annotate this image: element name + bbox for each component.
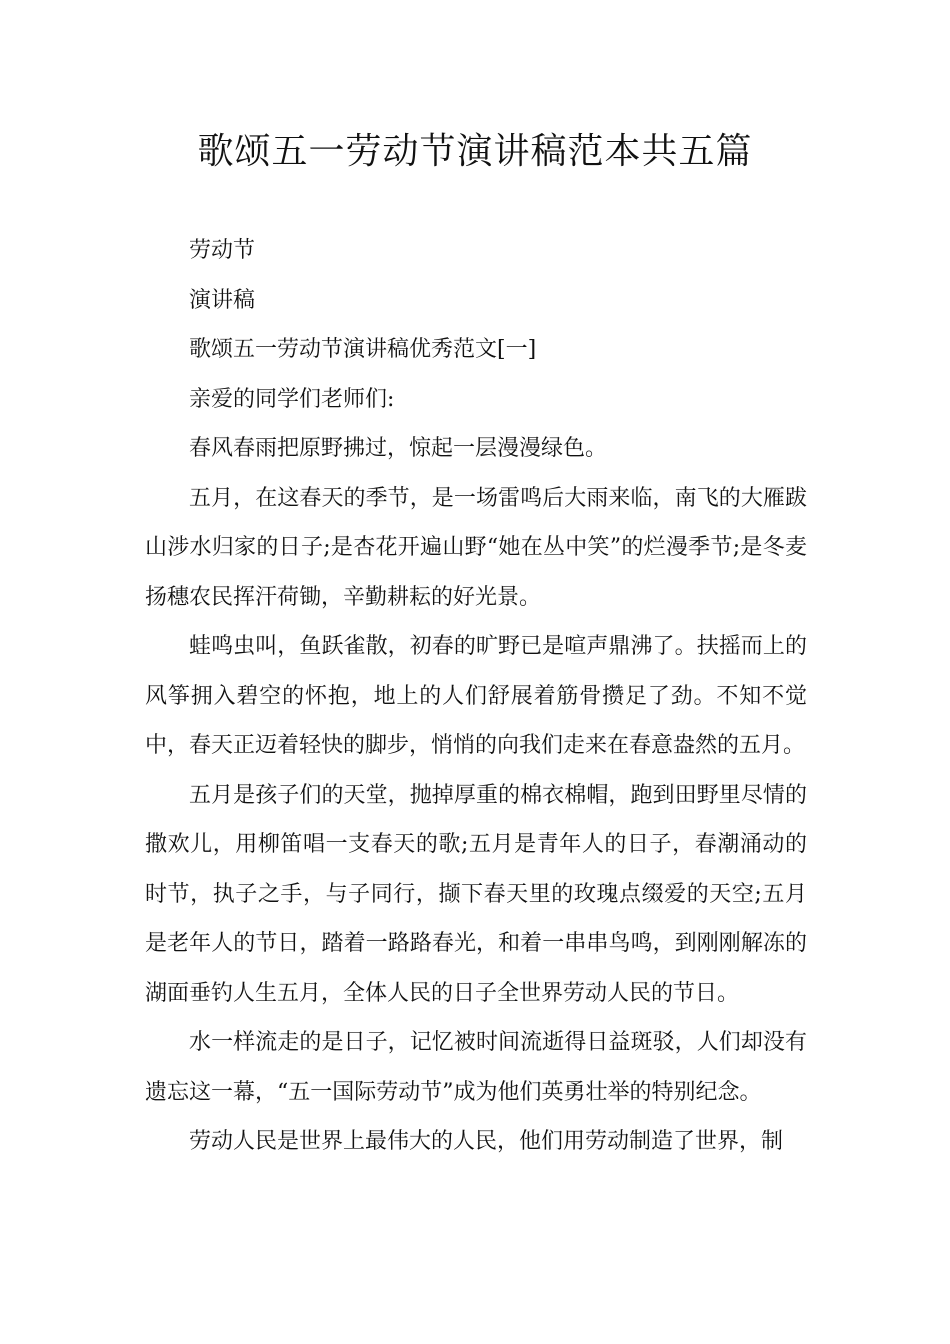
paragraph-heading-labor-day: 劳动节 bbox=[189, 238, 256, 263]
paragraph-heading-speech: 演讲稿 bbox=[189, 287, 256, 313]
paragraph-salutation: 亲爱的同学们老师们: bbox=[189, 386, 395, 412]
document-title: 歌颂五一劳动节演讲稿范本共五篇 bbox=[197, 131, 753, 172]
paragraph: 五月是孩子们的天堂，抛掉厚重的棉衣棉帽，跑到田野里尽情的撒欢儿，用柳笛唱一支春天的歌;五月是青年人的日子，春潮涌动的时节，执子之手，与子同行，撷下春天里的玫瑰点缀爱的天空;五月是老年人的节日，踏着一路路春光，和着一串串鸟鸣，到刚刚解冻的湖面垂钓人生五月，全体人民的日子全世界劳动人民的节日。 bbox=[145, 782, 807, 1006]
paragraph: 水一样流走的是日子，记忆被时间流逝得日益斑驳，人们却没有遗忘这一幕，“五一国际劳动节”成为他们英勇壮举的特别纪念。 bbox=[145, 1030, 807, 1105]
paragraph: 劳动人民是世界上最伟大的人民，他们用劳动制造了世界，制 bbox=[189, 1129, 784, 1154]
paragraph: 蛙鸣虫叫，鱼跃雀散，初春的旷野已是喧声鼎沸了。扶摇而上的风筝拥入碧空的怀抱，地上的人们舒展着筋骨攒足了劲。不知不觉中，春天正迈着轻快的脚步，悄悄的向我们走来在春意盎然的五月。 bbox=[145, 634, 807, 758]
document-body bbox=[145, 226, 807, 1167]
paragraph-section-title: 歌颂五一劳动节演讲稿优秀范文[一] bbox=[189, 337, 537, 362]
paragraph: 春风春雨把原野拂过，惊起一层漫漫绿色。 bbox=[189, 436, 608, 461]
paragraph: 五月，在这春天的季节，是一场雷鸣后大雨来临，南飞的大雁跋山涉水归家的日子;是杏花开遍山野“她在丛中笑”的烂漫季节;是冬麦扬穗农民挥汗荷锄，辛勤耕耘的好光景。 bbox=[145, 485, 807, 610]
